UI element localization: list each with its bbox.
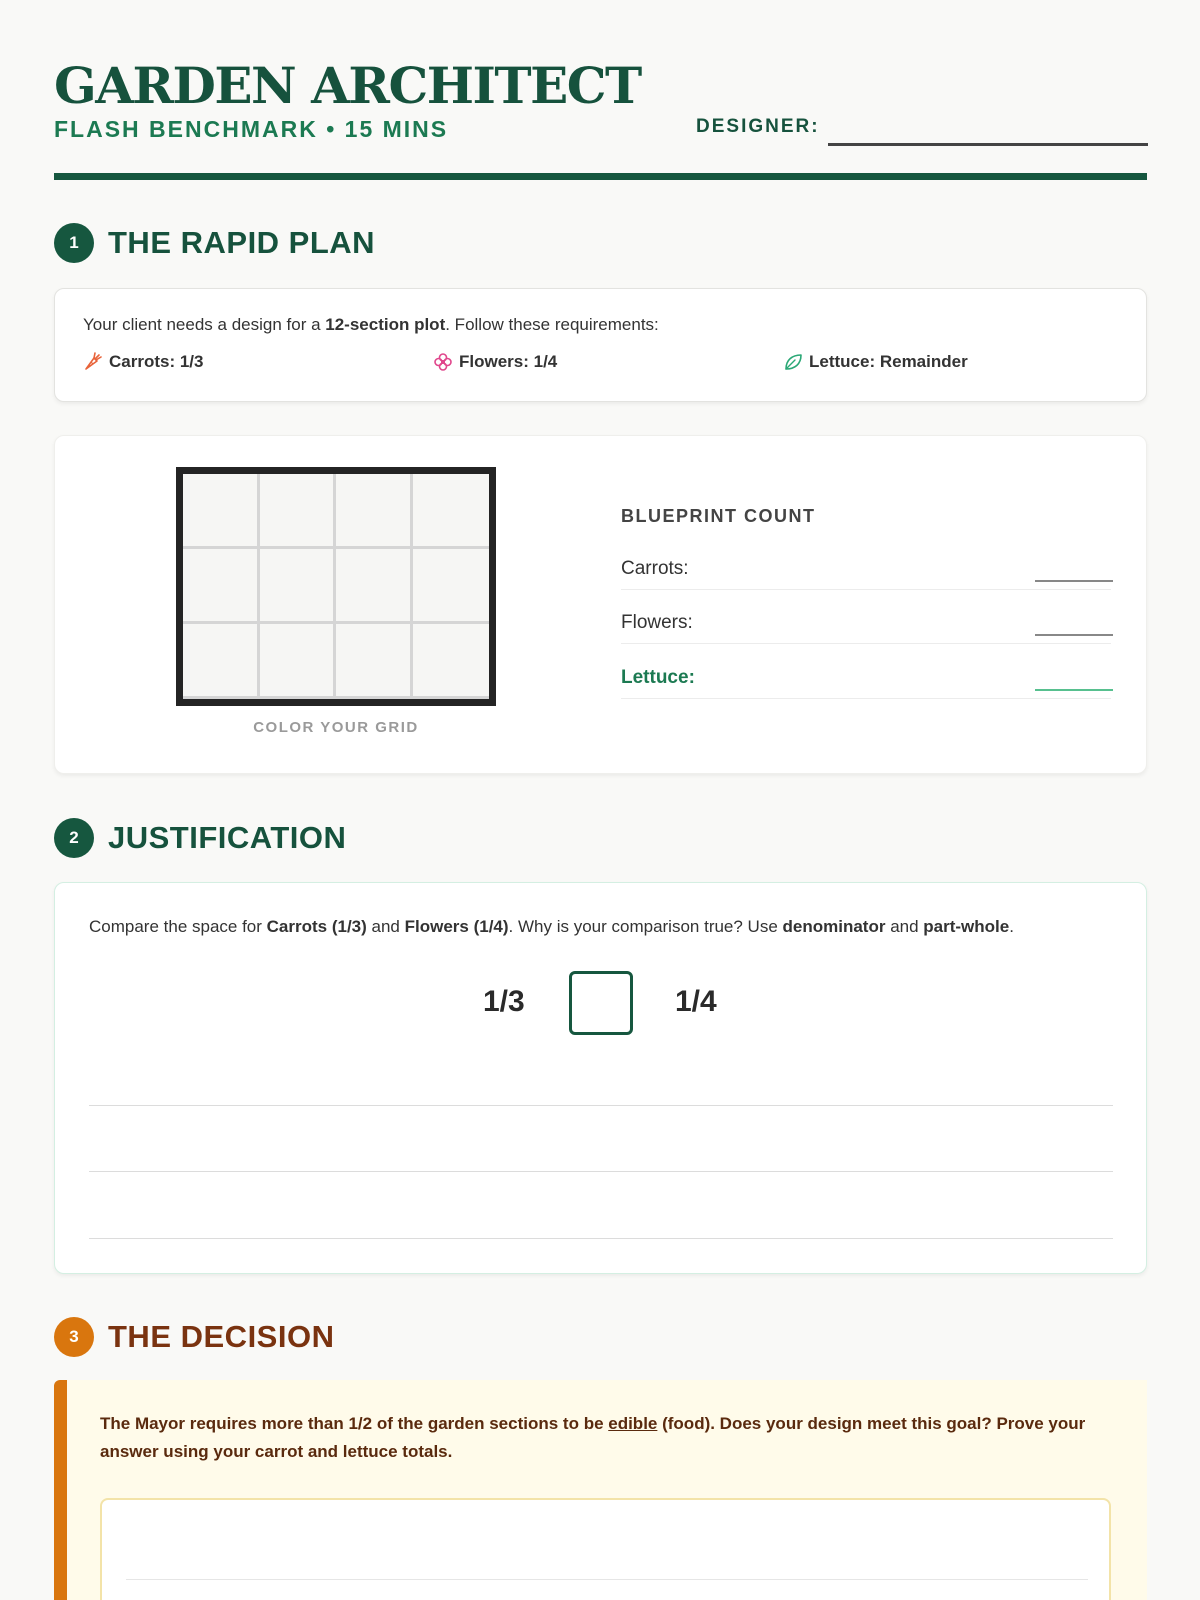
plot-cell[interactable] xyxy=(260,624,337,699)
blueprint-label: Flowers: xyxy=(621,612,693,633)
answer-line[interactable] xyxy=(89,1105,1113,1106)
section-2-heading xyxy=(54,818,346,858)
left-fraction: 1/3 xyxy=(483,985,525,1018)
requirements-intro: Your client needs a design for a 12-section plot. Follow these requirements: xyxy=(83,315,659,334)
plot-cell[interactable] xyxy=(260,549,337,624)
carrot-icon xyxy=(83,352,103,372)
requirement-flowers: Flowers: 1/4 xyxy=(433,352,557,372)
comparison-symbol-box[interactable] xyxy=(569,971,633,1035)
designer-label: DESIGNER: xyxy=(696,116,820,137)
plot-cell[interactable] xyxy=(183,474,260,549)
decision-panel xyxy=(54,1380,1147,1600)
leaf-icon xyxy=(783,352,803,372)
section-number-badge: 3 xyxy=(54,1317,94,1357)
plot-cell[interactable] xyxy=(336,549,413,624)
plot-cell[interactable] xyxy=(336,624,413,699)
blueprint-row-lettuce xyxy=(621,661,1111,699)
worksheet-page xyxy=(54,0,1147,1461)
header-divider xyxy=(54,173,1147,180)
plot-cell[interactable] xyxy=(413,474,490,549)
grid-caption: COLOR YOUR GRID xyxy=(253,719,419,736)
blueprint-label: Lettuce: xyxy=(621,667,695,688)
carrots-count-field[interactable] xyxy=(1035,580,1113,582)
section-title: THE RAPID PLAN xyxy=(108,225,376,260)
page-title: GARDEN ARCHITECT xyxy=(54,56,641,115)
plot-cell[interactable] xyxy=(260,474,337,549)
requirements-card xyxy=(54,288,1147,402)
justification-card xyxy=(54,882,1147,1274)
answer-line[interactable] xyxy=(126,1579,1088,1580)
designer-name-field[interactable] xyxy=(828,143,1148,146)
answer-line[interactable] xyxy=(89,1238,1113,1239)
plot-cell[interactable] xyxy=(413,549,490,624)
answer-line[interactable] xyxy=(89,1171,1113,1172)
section-title: THE DECISION xyxy=(108,1319,335,1354)
plot-cell[interactable] xyxy=(183,624,260,699)
right-fraction: 1/4 xyxy=(675,985,717,1018)
page-subtitle: FLASH BENCHMARK • 15 MINS xyxy=(54,116,449,142)
blueprint-row-carrots xyxy=(621,552,1111,590)
section-3-heading xyxy=(54,1317,334,1357)
section-number-badge: 1 xyxy=(54,223,94,263)
blueprint-label: Carrots: xyxy=(621,558,689,579)
requirement-carrots: Carrots: 1/3 xyxy=(83,352,203,372)
section-title: JUSTIFICATION xyxy=(108,820,347,855)
plan-card xyxy=(54,435,1147,774)
plot-cell[interactable] xyxy=(336,474,413,549)
section-1-heading xyxy=(54,223,375,263)
plot-cell[interactable] xyxy=(413,624,490,699)
lettuce-count-field[interactable] xyxy=(1035,689,1113,691)
decision-answer-box[interactable] xyxy=(100,1498,1111,1600)
worksheet-header xyxy=(54,0,1147,182)
section-number-badge: 2 xyxy=(54,818,94,858)
flower-icon xyxy=(433,352,453,372)
blueprint-title: BLUEPRINT COUNT xyxy=(621,506,816,526)
justification-prompt: Compare the space for Carrots (1/3) and Flowers (1/4). Why is your comparison true? Use denominator and part-whole. xyxy=(89,917,1014,936)
blueprint-row-flowers xyxy=(621,606,1111,644)
plot-cell[interactable] xyxy=(183,549,260,624)
decision-prompt: The Mayor requires more than 1/2 of the garden sections to be edible (food). Does your design meet this goal? Prove your answer using your carrot and lettuce totals. xyxy=(100,1414,1086,1461)
flowers-count-field[interactable] xyxy=(1035,634,1113,636)
requirement-lettuce: Lettuce: Remainder xyxy=(783,352,968,372)
garden-plot-grid[interactable] xyxy=(176,467,496,706)
